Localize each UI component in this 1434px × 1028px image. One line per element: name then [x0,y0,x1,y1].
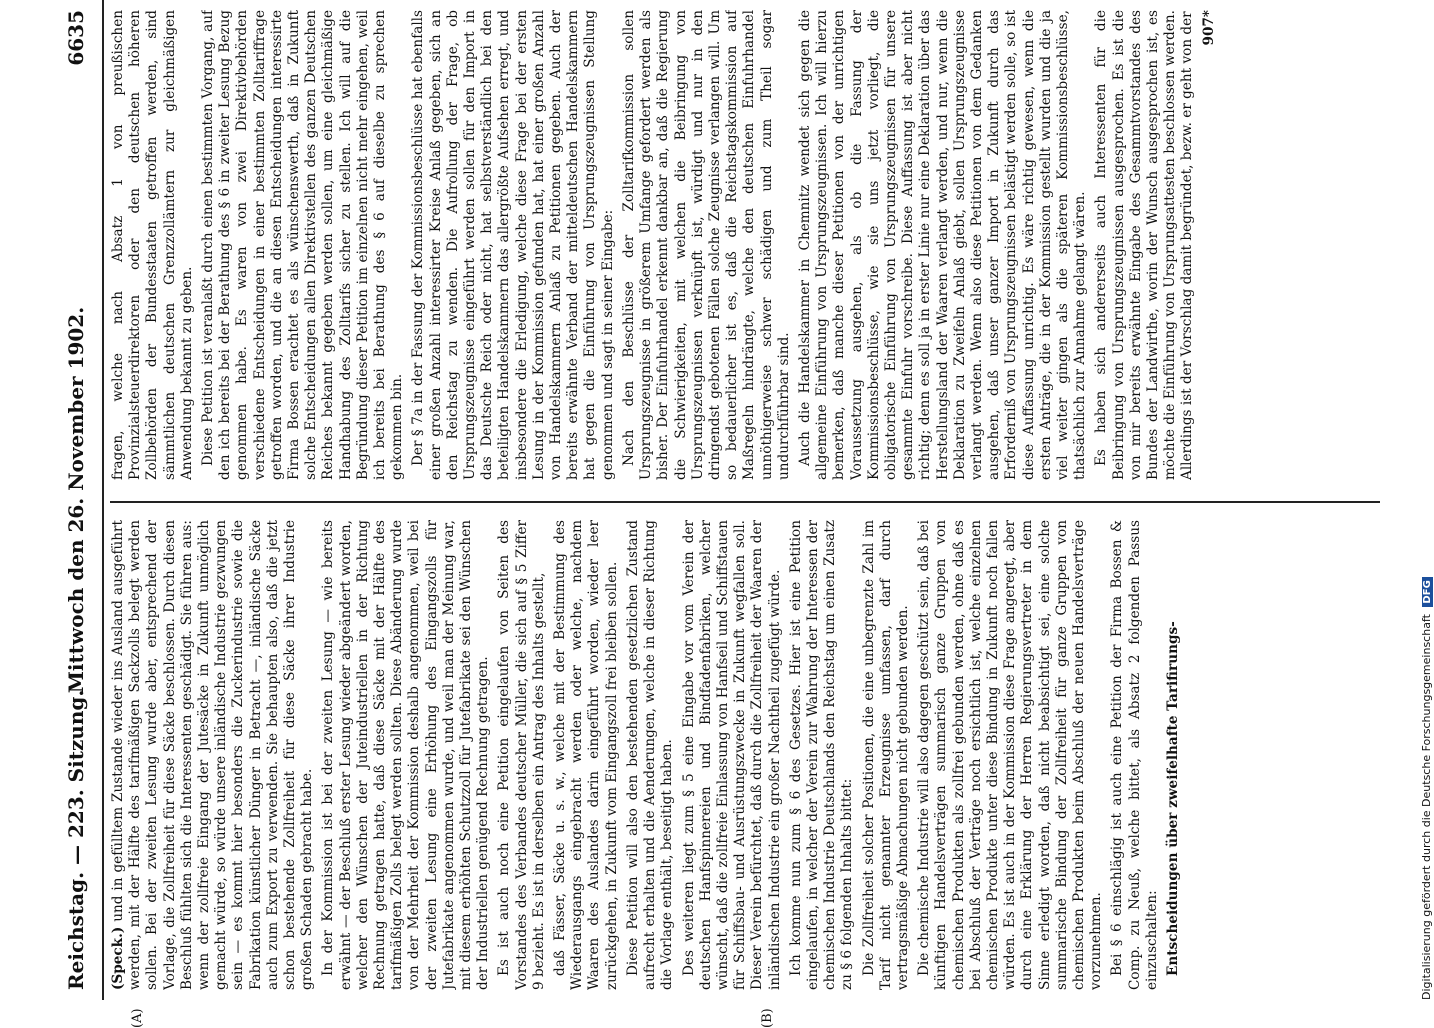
rotated-document-page [40,0,1400,1028]
paragraph: Des weiteren liegt zum § 5 eine Eingabe vor vom Verein der deutschen Hanfspinnereien und Bindfadenfabriken, welcher wünscht, daß die zollfreie Einlassung von Hanfseil und Schiffstauen für Schiffsbau- und Ausrüstungszwecke in Zukunft wegfallen soll. Dieser Verein befürchtet, daß durch die Zollfreiheit der Waaren der inländischen Industrie ein großer Nachtheil zugefügt würde. [680,520,783,990]
dfg-logo: DFG [1422,577,1433,606]
page-header [58,0,98,1000]
signature-mark: 907* [1200,10,1217,46]
speaker-label: (Speck.) [110,926,126,990]
credit-text: Digitalisierung gefördert durch die Deutsche Forschungsgemeinschaft [1420,614,1433,1000]
paragraph: Bei § 6 einschlägig ist auch eine Petition der Firma Bossen & Comp. zu Neuß, welche bittet, als Absatz 2 folgenden Passus einzuschalten: [1109,520,1160,990]
header-date: Mittwoch den 26. November 1902. [64,306,88,694]
paragraph: Ich komme nun zum § 6 des Gesetzes. Hier ist eine Petition eingelaufen, in welcher der Verein zur Wahrung der Interessen der chemischen Industrie Deutschlands den Reichstag um einen Zusatz zu § 6 folgenden Inhalts bittet: [787,520,856,990]
paragraph: Diese Petition ist veranlaßt durch einen bestimmten Vorgang, auf den ich bereits bei der Berathung des § 6 in zweiter Lesung Bezug genommen habe. Es waren von zwei Direktivbehörden verschiedene Entscheidungen in einer bestimmten Zolltariffrage getroffen worden, und die an diesen Entscheidungen interessirte Firma Bossen erachtet es als wünschenswerth, daß in Zukunft solche Entscheidungen allen Direktivstellen des ganzen Deutschen Reiches bekannt gegeben werden sollen, um eine gleichmäßige Handhabung des Zolltarifs sicher zu stellen. Ich will auf die Begründung dieser Petition im einzelnen nicht mehr eingehen, weil ich bereits bei Berathung des § 6 auf dieselbe zu sprechen gekommen bin. [200,10,406,480]
paragraph: Die Zollfreiheit solcher Positionen, die eine unbegrenzte Zahl im Tarif nicht genannter Erzeugnisse umfassen, darf durch vertragsmäßige Abmachungen nicht gebunden werden. [860,520,911,990]
paragraph: Es haben sich andererseits auch Interessenten für die Beibringung von Ursprungszeugnissen ausgesprochen. Es ist die von mir bereits erwähnte Eingabe des Gesammtvorstandes des Bundes der Landwirthe, worin der Wunsch ausgesprochen ist, es möchte die Einführung von Ursprungsattesten beschlossen werden. Allerdings ist der Vorschlag damit begründet, bezw. er geht von der [1093,10,1196,480]
paragraph: Der § 7a in der Fassung der Kommissionsbeschlüsse hat ebenfalls einer großen Anzahl interessirter Kreise Anlaß gegeben, sich an den Reichstag zu wenden. Die Aufrollung der Frage, ob Ursprungszeugnisse eingeführt werden sollen für den Import in das Deutsche Reich oder nicht, hat selbstverständlich bei den beteiligten Handelskammern das allergrößte Aufsehen erregt, und insbesondere die Erledigung, welche diese Frage bei der ersten Lesung in der Kommission gefunden hat, hat einer großen Anzahl von Handelskammern Anlaß zu Petitionen gegeben. Auch der bereits erwähnte Verband der mitteldeutschen Handelskammern hat gegen die Einführung von Ursprungszeugnissen Stellung genommen und sagt in seiner Eingabe: [410,10,616,480]
header-rule [102,0,104,1000]
paragraph: Nach den Beschlüsse der Zolltarifkommission sollen Ursprungszeugnisse in größerem Umfange gefordert werden als bisher. Der Einfuhrhandel erkennt dankbar an, daß die Regierung die Schwierigkeiten, mit welchen die Beibringung von Ursprungszeugnissen verknüpft ist, würdigt und nur in den dringendst gebotenen Fällen solche Zeugnisse verlangen will. Um so bedauerlicher ist es, daß die Reichstagskommission auf Maßregeln hindrängte, welche den deutschen Einfuhrhandel unnöthigerweise schwer schädigen und zum Theil sogar undurchführbar sind. [620,10,792,480]
left-column [110,520,1380,990]
paragraph: daß Fässer, Säcke u. s. w., welche mit der Bestimmung des Wiederausgangs eingebracht werden oder welche, nachdem Waaren des Auslandes darin eingeführt worden, wieder leer zurückgehen, in Zukunft vom Eingangszoll frei bleiben sollen. [552,520,620,990]
column-divider [110,502,1380,504]
digitization-credit [1420,0,1433,1000]
paragraph: Diese Petition will also den bestehenden gesetzlichen Zustand aufrecht erhalten und die Aenderungen, welche in dieser Richtung die Vorlage enthält, beseitigt haben. [624,520,676,990]
margin-marker-b: (B) [760,1008,775,1028]
paragraph: In der Kommission ist bei der zweiten Lesung — wie bereits erwähnt — der Beschluß erster Lesung wieder abgeändert worden, welcher den Wünschen der Juteindustriellen in der Richtung Rechnung getragen hatte, daß diese Säcke mit der Hälfte des tarifmäßigen Zolls belegt werden sollten. Diese Abänderung wurde von der Mehrheit der Kommission deshalb angenommen, weil bei der zweiten Lesung eine Erhöhung des Eingangszolls für Jutefabrikate angenommen wurde, und weil man der Meinung war, mit diesem erhöhten Schutzzoll für Jutefabrikate sei den Wünschen der Industriellen genügend Rechnung getragen. [320,520,492,990]
paragraph: Es ist auch noch eine Petition eingelaufen von Seiten des Vorstandes des Verbandes deutscher Müller, die sich auf § 5 Ziffer 9 bezieht. Es ist in derselben ein Antrag des Inhalts gestellt, [496,520,547,990]
header-left: Reichstag. — 223. Sitzung. [64,689,88,990]
paragraph: Entscheidungen über zweifelhafte Tarifirungs- [1164,621,1181,976]
right-column [110,10,1380,480]
paragraph: Die chemische Industrie will also dagegen geschützt sein, daß bei künftigen Handelsverträgen summarisch ganze Gruppen von chemischen Produkten als zollfrei gebunden werden, ohne daß es bei Abschluß der Verträge noch ersichtlich ist, welche einzelnen chemischen Produkte unter diese Bindung in Zukunft noch fallen würden. Es ist auch in der Kommission diese Frage angeregt, aber durch eine Erklärung der Herren Regierungsvertreter in dem Sinne erledigt worden, daß nicht beabsichtigt sei, eine solche summarische Bindung der Zollfreiheit für ganze Gruppen von chemischen Produkten beim Abschluß der neuen Handelsverträge vorzunehmen. [916,520,1105,990]
paragraph: fragen, welche nach Absatz 1 von preußischen Provinzialsteuerdirektoren oder den deutschen höheren Zollbehörden der Bundesstaaten getroffen werden, sind sämmtlichen deutschen Grenzzollämtern zur gleichmäßigen Anwendung bekannt zu geben. [110,10,195,480]
paragraph: und in gefülltem Zustande wieder ins Ausland ausgeführt werden, mit der Hälfte des tarifmäßigen Sackzolls belegt werden sollen. Bei der zweiten Lesung wurde aber, entsprechend der Vorlage, die Zollfreiheit für diese Säcke beschlossen. Durch diesen Beschluß fühlten sich die Interessenten geschädigt. Sie führen aus: wenn der zollfreie Eingang der Jutesäcke in Zukunft unmöglich gemacht würde, so würde unsere inländische Industrie gezwungen sein — es kommt hier besonders die Zuckerindustrie sowie die Fabrikation künstlicher Dünger in Betracht —, inländische Säcke auch zum Export zu verwenden. Sie behaupten also, daß die jetzt schon bestehende Zollfreiheit für diese Säcke ihrer Industrie großen Schaden gebracht habe. [110,520,316,990]
page-number: 6635 [64,10,88,66]
paragraph: Auch die Handelskammer in Chemnitz wendet sich gegen die allgemeine Einführung von Ursprungszeugnissen. Ich will hierzu bemerken, daß manche dieser Petitionen von der unrichtigen Voraussetzung ausgehen, als ob die Fassung der Kommissionsbeschlüsse, wie sie uns jetzt vorliegt, die obligatorische Einführung von Ursprungszeugnissen für unsere gesammte Einfuhr vorschreibe. Diese Auffassung ist aber nicht richtig; denn es soll ja in erster Linie nur eine Deklaration über das Herstellungsland der Waaren verlangt werden, und nur, wenn die Deklaration zu Zweifeln Anlaß giebt, sollen Ursprungszeugnisse verlangt werden. Wenn also diese Petitionen von dem Gedanken ausgehen, daß unser ganzer Import in Zukunft durch das Erforderniß von Ursprungszeugnissen belästigt werden solle, so ist diese Auffassung unrichtig. Es wäre richtig gewesen, wenn die ersten Anträge, die in der Kommission gestellt wurden und die ja viel weiter gingen als die späteren Kommissionsbeschlüsse, thatsächlich zur Annahme gelangt wären. [796,10,1089,480]
margin-marker-a: (A) [130,1008,145,1028]
